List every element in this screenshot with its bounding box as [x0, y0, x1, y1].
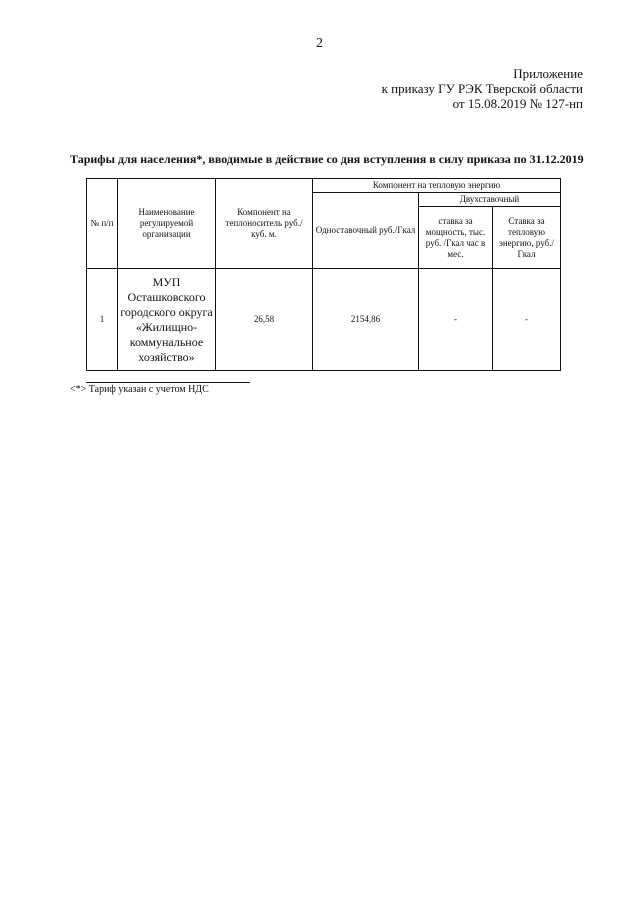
- page-number: 2: [316, 36, 323, 51]
- row-org-name: МУП Осташковского городского округа «Жилищно-коммунальное хозяйство»: [118, 269, 216, 371]
- footnote-divider: [86, 382, 250, 383]
- appendix-line-3: от 15.08.2019 № 127-нп: [452, 96, 583, 111]
- row-capacity-rate-value: -: [419, 269, 493, 371]
- header-two-rate: Двухставочный: [419, 193, 561, 207]
- appendix-line-2: к приказу ГУ РЭК Тверской области: [381, 81, 583, 96]
- header-num: № п/п: [87, 179, 118, 269]
- header-org: Наименование регулируемой организации: [118, 179, 216, 269]
- header-single-rate: Одноставочный руб./Гкал: [313, 193, 419, 269]
- document-title: Тарифы для населения*, вводимые в действие со дня вступления в силу приказа по 31.12.2019: [70, 152, 584, 166]
- tariff-table: [86, 178, 561, 371]
- header-thermal-group: Компонент на тепловую энергию: [313, 179, 561, 193]
- header-capacity-rate: ставка за мощность, тыс. руб. /Гкал час в мес.: [419, 207, 493, 269]
- row-single-rate-value: 2154,86: [313, 269, 419, 371]
- header-carrier: Компонент на теплоноситель руб./куб. м.: [216, 179, 313, 269]
- header-energy-rate: Ставка за тепловую энергию, руб./Гкал: [493, 207, 561, 269]
- appendix-line-1: Приложение: [513, 66, 583, 81]
- table-row: [87, 269, 561, 371]
- footnote: <*> Тариф указан с учетом НДС: [70, 384, 209, 395]
- appendix-block: [382, 66, 583, 111]
- row-carrier-value: 26,58: [216, 269, 313, 371]
- row-energy-rate-value: -: [493, 269, 561, 371]
- row-num: 1: [87, 269, 118, 371]
